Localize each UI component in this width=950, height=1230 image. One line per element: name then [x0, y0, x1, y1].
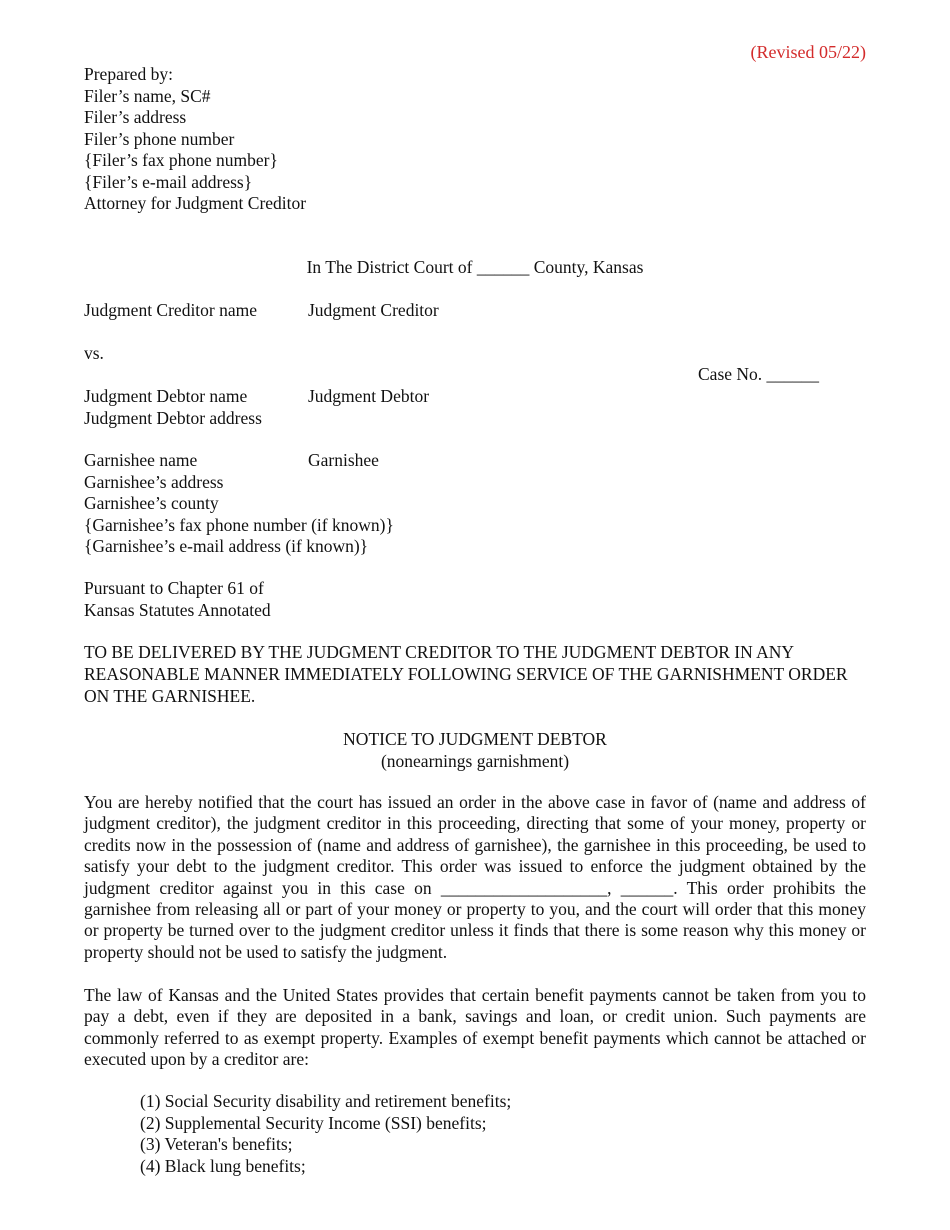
- garnishee-fax: {Garnishee’s fax phone number (if known)}: [84, 514, 394, 535]
- filer-phone-line: Filer’s phone number: [84, 128, 235, 149]
- exemption-paragraph: The law of Kansas and the United States provides that certain benefit payments cannot be taken from you to pay a debt, even if they are deposited in a bank, savings and loan, or credit union. Such payments are commonly referred to as exempt property. Examples of exempt benefit payments which cannot be attached or executed upon by a creditor are:: [84, 985, 866, 1070]
- versus-label: vs.: [84, 343, 104, 363]
- debtor-address: Judgment Debtor address: [84, 407, 262, 428]
- creditor-name: Judgment Creditor name: [84, 300, 258, 320]
- debtor-role: Judgment Debtor: [308, 386, 430, 406]
- list-item: (2) Supplemental Security Income (SSI) benefits;: [140, 1112, 487, 1133]
- exempt-examples-list: [140, 1091, 511, 1177]
- filer-name-line: Filer’s name, SC#: [84, 85, 211, 106]
- attorney-line: Attorney for Judgment Creditor: [84, 193, 307, 213]
- prepared-by-block: [84, 64, 306, 215]
- prepared-by-line: Prepared by:: [84, 64, 173, 84]
- statute-line: Kansas Statutes Annotated: [84, 599, 271, 620]
- garnishee-email: {Garnishee’s e-mail address (if known)}: [84, 536, 369, 556]
- list-item: (1) Social Security disability and retirement benefits;: [140, 1091, 512, 1111]
- revision-label: (Revised 05/22): [750, 42, 866, 62]
- filer-fax-line: {Filer’s fax phone number}: [84, 150, 278, 170]
- garnishee-address: Garnishee’s address: [84, 471, 224, 492]
- debtor-name: Judgment Debtor name: [84, 386, 248, 406]
- filer-email-line: {Filer’s e-mail address}: [84, 171, 253, 192]
- garnishee-role: Garnishee: [308, 450, 379, 470]
- notice-heading: [0, 729, 950, 772]
- garnishee-county: Garnishee’s county: [84, 493, 219, 513]
- debtor-block: [84, 386, 262, 429]
- notice-title: NOTICE TO JUDGMENT DEBTOR: [343, 729, 607, 749]
- court-heading: In The District Court of ______ County, Kansas: [306, 257, 644, 277]
- statute-line: Pursuant to Chapter 61 of: [84, 578, 264, 598]
- statute-block: [84, 578, 271, 621]
- list-item: (3) Veteran's benefits;: [140, 1134, 293, 1154]
- garnishee-name: Garnishee name: [84, 450, 198, 470]
- delivery-directive: TO BE DELIVERED BY THE JUDGMENT CREDITOR TO THE JUDGMENT DEBTOR IN ANY REASONABLE MANNER IMMEDIATELY FOLLOWING SERVICE OF THE GARNISHMENT ORDER ON THE GARNISHEE.: [84, 642, 848, 706]
- notice-subtitle: (nonearnings garnishment): [380, 750, 570, 771]
- case-number: Case No. ______: [698, 364, 820, 384]
- filer-address-line: Filer’s address: [84, 107, 187, 127]
- notice-paragraph: You are hereby notified that the court has issued an order in the above case in favor of (name and address of judgment creditor), the judgment creditor in this proceeding, directing that some of your money, property or credits now in the possession of (name and address of garnishee), the garnishee in this proceeding, be used to satisfy your debt to the judgment creditor. This order was issued to enforce the judgment obtained by the judgment creditor against you in this case on ___________________, ______. This order prohibits the garnishee from releasing all or part of your money or property to you, and the court will order that this money or property be turned over to the judgment creditor unless it finds that there is some reason why this money or property should not be used to satisfy the judgment.: [84, 792, 866, 962]
- list-item: (4) Black lung benefits;: [140, 1155, 306, 1176]
- creditor-role: Judgment Creditor: [308, 300, 439, 320]
